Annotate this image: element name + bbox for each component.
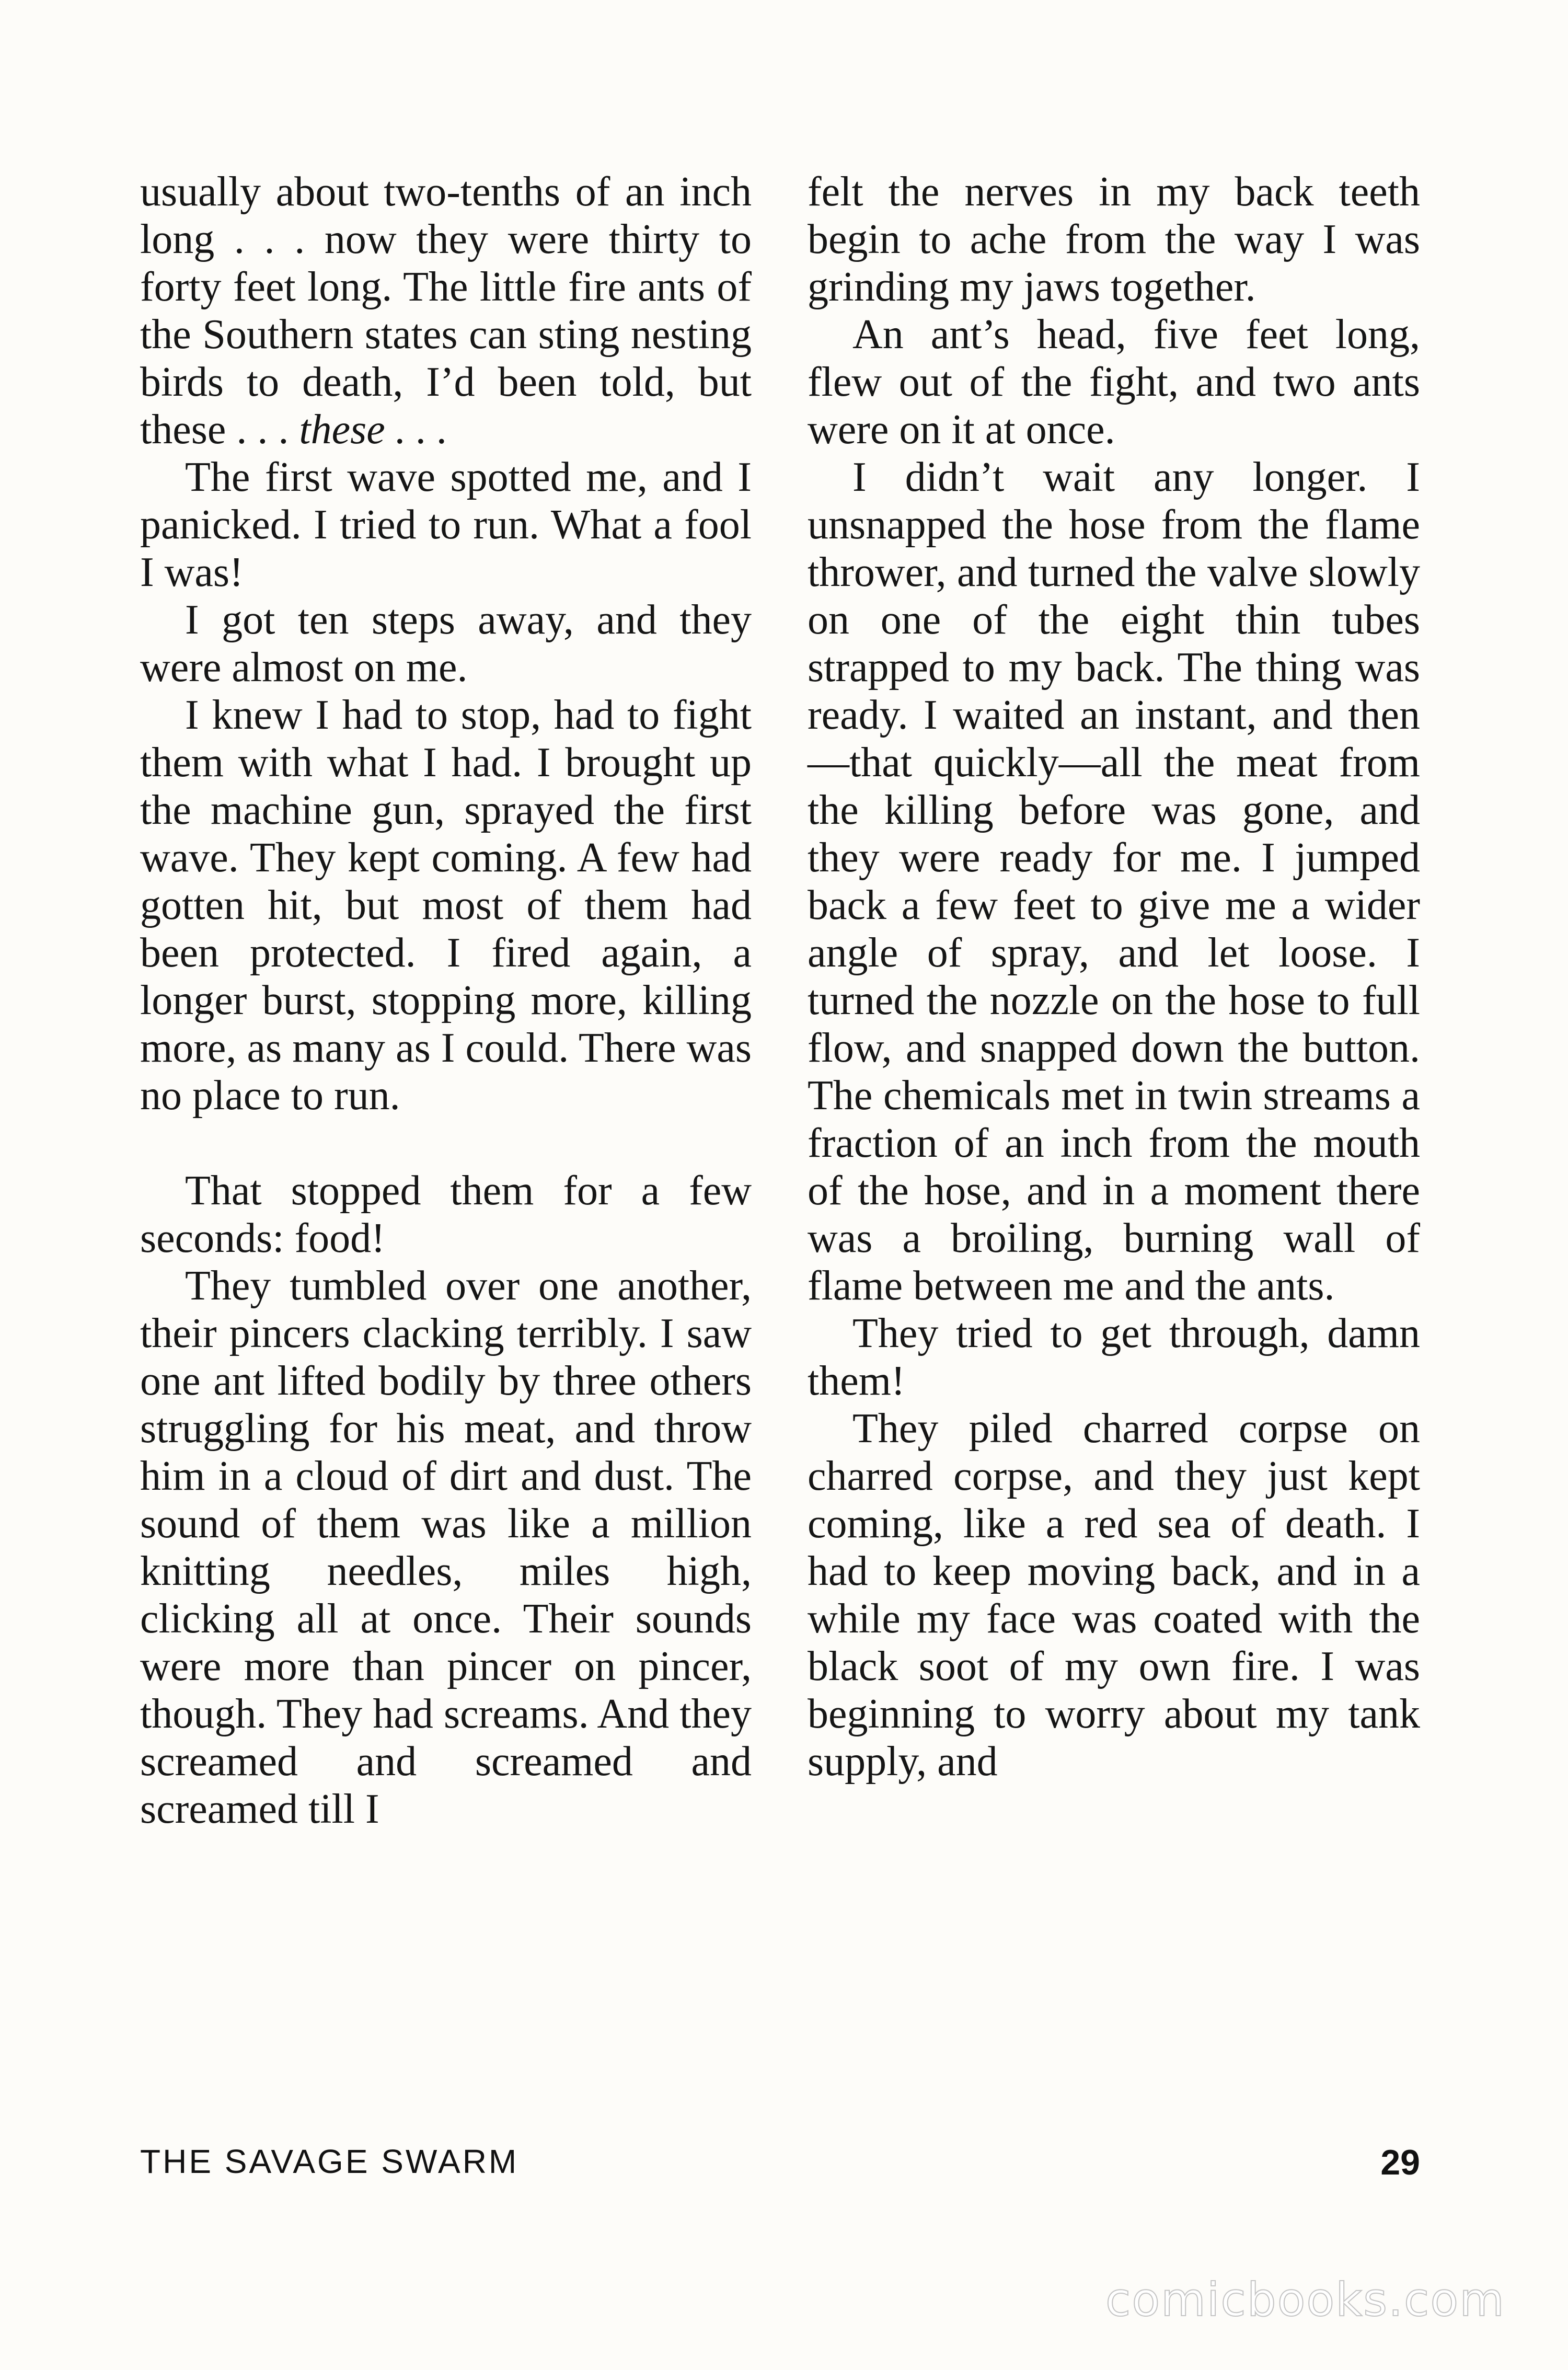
right-text-column: [808, 168, 1420, 1786]
paragraph-3: I got ten steps away, and they were almost on me.: [140, 597, 752, 691]
page-number: 29: [1380, 2143, 1420, 2182]
paragraph-2: The first wave spotted me, and I panicked. I tried to run. What a fool I was!: [140, 454, 752, 595]
paragraph-7: felt the nerves in my back teeth begin to ache from the way I was grinding my jaws together.: [808, 169, 1420, 310]
paragraph-6: They tumbled over one another, their pincers clacking terribly. I saw one ant lifted bodily by three others struggling for his meat, and throw him in a cloud of dirt and dust. The sound of them was like a million knitting needles, miles high, clicking all at once. Their sounds were more than pincer on pincer, though. They had screams. And they screamed and screamed and screamed till I: [140, 1263, 752, 1832]
paragraph-11: They piled charred corpse on charred corpse, and they just kept coming, like a red sea of death. I had to keep moving back, and in a while my face was coated with the black soot of my own fire. I was beginning to worry about my tank supply, and: [808, 1406, 1420, 1785]
paragraph-10: They tried to get through, damn them!: [808, 1310, 1420, 1404]
paragraph-text: usually about two-tenths of an inch long . . . now they were thirty to forty feet long. The little fire ants of the Southern states can sting nesting birds to death, I’d been told, but these . . .: [140, 169, 752, 453]
paragraph-4: I knew I had to stop, had to fight them with what I had. I brought up the machine gun, sprayed the first wave. They kept coming. A few had gotten hit, but most of them had been protected. I fired again, a longer burst, stopping more, killing more, as many as I could. There was no place to run.: [140, 692, 752, 1119]
paragraph-1: [140, 168, 752, 454]
running-footer-title: THE SAVAGE SWARM: [140, 2143, 519, 2180]
paragraph-9: I didn’t wait any longer. I unsnapped the hose from the flame thrower, and turned the valve slowly on one of the eight thin tubes strapped to my back. The thing was ready. I waited an instant, and then—that quickly—all the meat from the killing before was gone, and they were ready for me. I jumped back a few feet to give me a wider angle of spray, and let loose. I turned the nozzle on the hose to full flow, and snapped down the button. The chemicals met in twin streams a fraction of an inch from the mouth of the hose, and in a moment there was a broiling, burning wall of flame between me and the ants.: [808, 454, 1420, 1309]
paragraph-8: An ant’s head, five feet long, flew out of the fight, and two ants were on it at once.: [808, 312, 1420, 453]
section-gap: [140, 1120, 752, 1167]
italic-emphasis: these . . .: [299, 407, 448, 453]
watermark-logo: comicbooks.com: [1105, 2273, 1505, 2327]
paragraph-5: That stopped them for a few seconds: food!: [140, 1168, 752, 1261]
left-text-column: [140, 168, 752, 1833]
